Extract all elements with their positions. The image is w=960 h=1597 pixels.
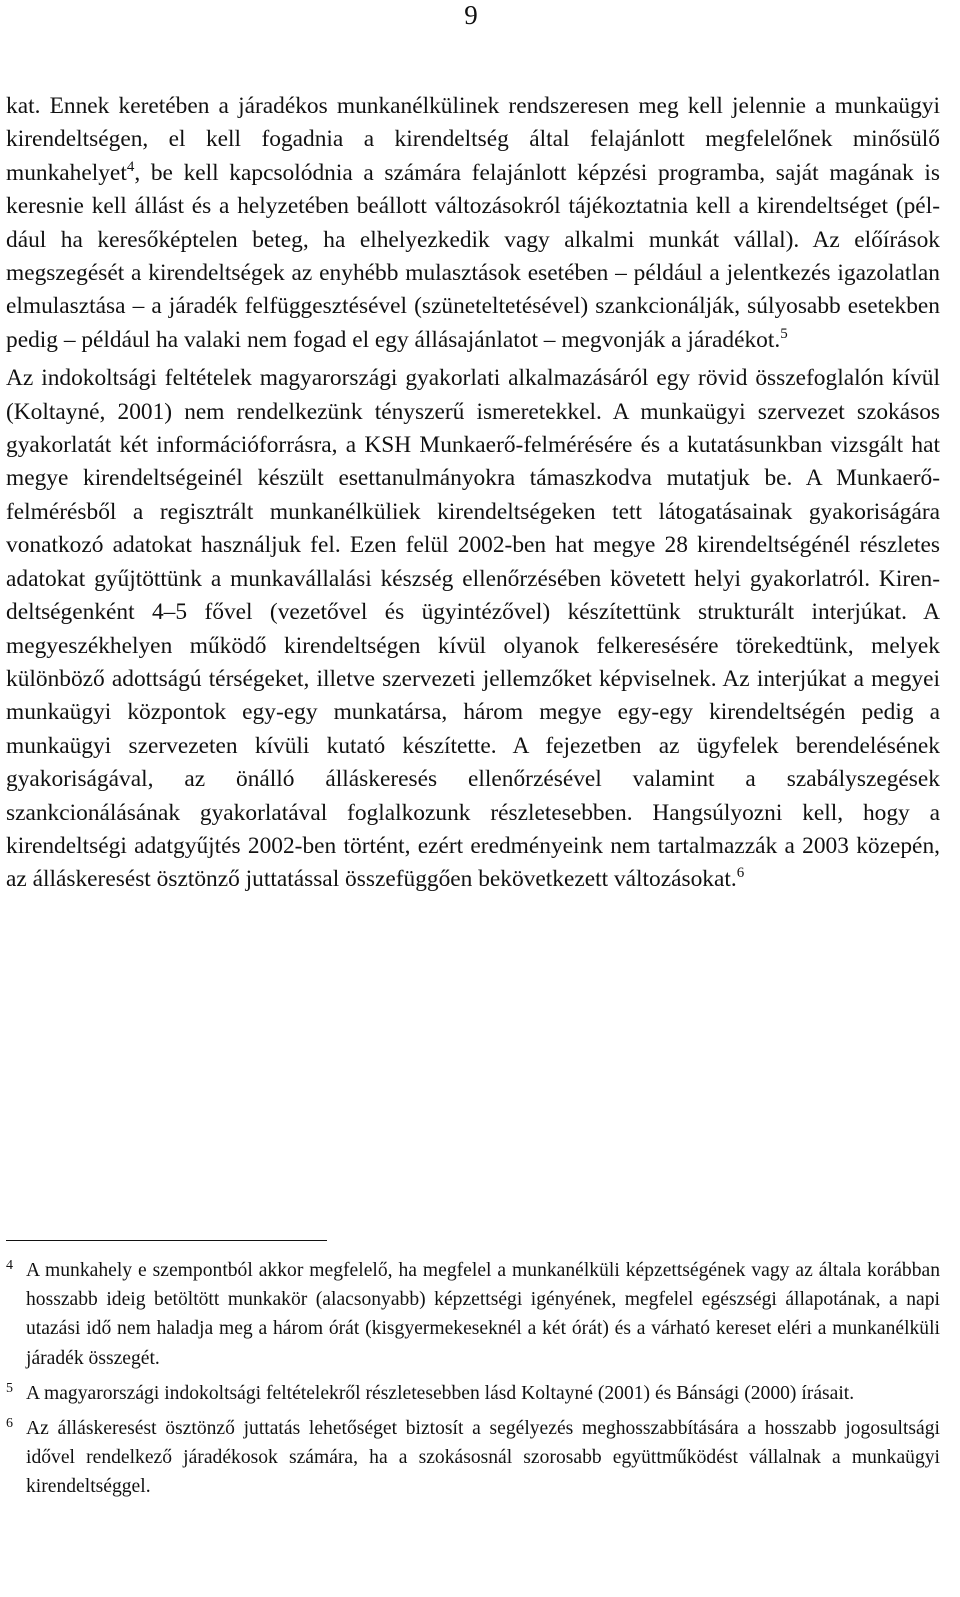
footnotes — [6, 1256, 940, 1508]
paragraph-1-text-b: , be kell kapcsolódnia a számára felajánlott képzési programba, saját magának is keresnie kell állást és a helyzetében beállott változásokról tájékoztatnia kell a kirendeltséget (például ha keresőképtelen beteg, ha elhelyezkedik vagy alkalmi munkát vállal). Az előírások megszegését a kirendeltségek az enyhébb mulasztások esetében – például a jelentkezés igazolatlan elmulasztása – a járadék felfüggesztésével (szüneteltetésével) szankcionálják, súlyosabb esetekben pedig – például ha valaki nem fogad el egy állásajánlatot – megvonják a járadékot. — [6, 159, 940, 353]
paragraph-1-text-a: kat. Ennek keretében a járadékos munkanélkülinek rendszeresen meg kell jelennie a munkaügyi kirendeltségen, el kell fogadnia a kirendeltség által felajánlott megfelelőnek minősülő munkahelyet — [6, 93, 940, 186]
paragraph-2-text: Az indokoltsági feltételek magyarországi gyakorlati alkalmazásáról egy rövid összefoglalón kívül (Koltayné, 2001) nem rendelkezünk tényszerű ismeretekkel. A munkaügyi szervezet szokásos gyakorlatát két információforrásra, a KSH Munkaerő-felmérésére és a kutatásunkban vizsgált hat megye kirendeltségeinél készült esettanulmányokra támaszkodva mutatjuk be. A Munkaerő-felmérésből a regisztrált munkanélküliek kirendeltségeken tett látogatásainak gyakoriságára vonatkozó adatokat használjuk fel. Ezen felül 2002-ben hat megye 28 kirendeltségénél részletes adatokat gyűjtöttünk a munkavállalási készség ellenőrzésében követett helyi gyakorlatról. Kirendeltségenként 4–5 fővel (vezetővel és ügyintézővel) készítettünk strukturált interjúkat. A megyeszékhelyen működő kirendeltségen kívül olyanok felkeresésére törekedtünk, melyek különböző adottságú térségeket, illetve szervezeti jellemzőket képviselnek. Az interjúkat a megyei munkaügyi központok egy-egy munkatársa, három megye egy-egy kirendeltségén pedig a munkaügyi szervezeten kívüli kutató készítette. A fejezetben az ügyfelek berendelésének gyakoriságával, az önálló álláskeresés ellenőrzésével valamint a szabályszegések szankcionálásának gyakorlatával foglalkozunk részletesebben. Hangsúlyozni kell, hogy a kirendeltségi adatgyűjtés 2002-ben történt, ezért eredményeink nem tartalmazzák a 2003 közepén, az álláskeresést ösztönző juttatással összefüggően bekövetkezett változásokat. — [6, 365, 940, 893]
footnote-5: 5 A magyarországi indokoltsági feltételekről részletesebben lásd Koltayné (2001) és Bánsági (2000) írásait. — [6, 1380, 855, 1404]
footnote-ref-4: 4 — [126, 158, 135, 175]
footnote-4-text: A munkahely e szempontból akkor megfelelő, ha megfelel a munkanélküli képzettségének vagy az általa korábban hosszabb ideig betöltött munkakör (alacsonyabb) képzettségi igényének, megfelel egészségi állapotának, a napi utazási idő nem haladja meg a három órát (kisgyermekeseknél a két órát) és a várható kereset eléri a munkanélküli járadék összegét. — [26, 1260, 940, 1369]
paragraph-1 — [6, 90, 940, 357]
body-text — [6, 90, 940, 897]
footnote-ref-6: 6 — [736, 865, 745, 882]
footnote-6-text: Az álláskeresést ösztönző juttatás lehetőséget biztosít a segélyezés meghosszabbítására a hosszabb jogosultsági idővel rendelkező járadékosok számára, ha a szokásosnál szorosabb együttműködést vállalnak a munkaügyi kirendeltséggel. — [26, 1418, 940, 1498]
footnote-6: 6 Az álláskeresést ösztönző juttatás lehetőséget biztosít a segélyezés meghosszabbítására a hosszabb jogosultsági idővel rendelkező járadékosok számára, ha a szokásosnál szorosabb együttműködést vállalnak a munkaügyi kirendeltséggel. — [6, 1416, 940, 1498]
footnote-divider — [6, 1240, 327, 1241]
footnote-5-text: A magyarországi indokoltsági feltételekről részletesebben lásd Koltayné (2001) és Bánsági (2000) írásait. — [26, 1382, 855, 1404]
page-number: 9 — [464, 0, 478, 30]
footnote-ref-5: 5 — [780, 325, 788, 342]
footnote-4: 4 A munkahely e szempontból akkor megfelelő, ha megfelel a munkanélküli képzettségének vagy az általa korábban hosszabb ideig betöltött munkakör (alacsonyabb) képzettségi igényének, megfelel egészségi állapotának, a napi utazási idő nem haladja meg a három órát (kisgyermekeseknél a két órát) és a várható kereset eléri a munkanélküli járadék összegét. — [6, 1258, 940, 1369]
paragraph-2 — [6, 362, 940, 897]
